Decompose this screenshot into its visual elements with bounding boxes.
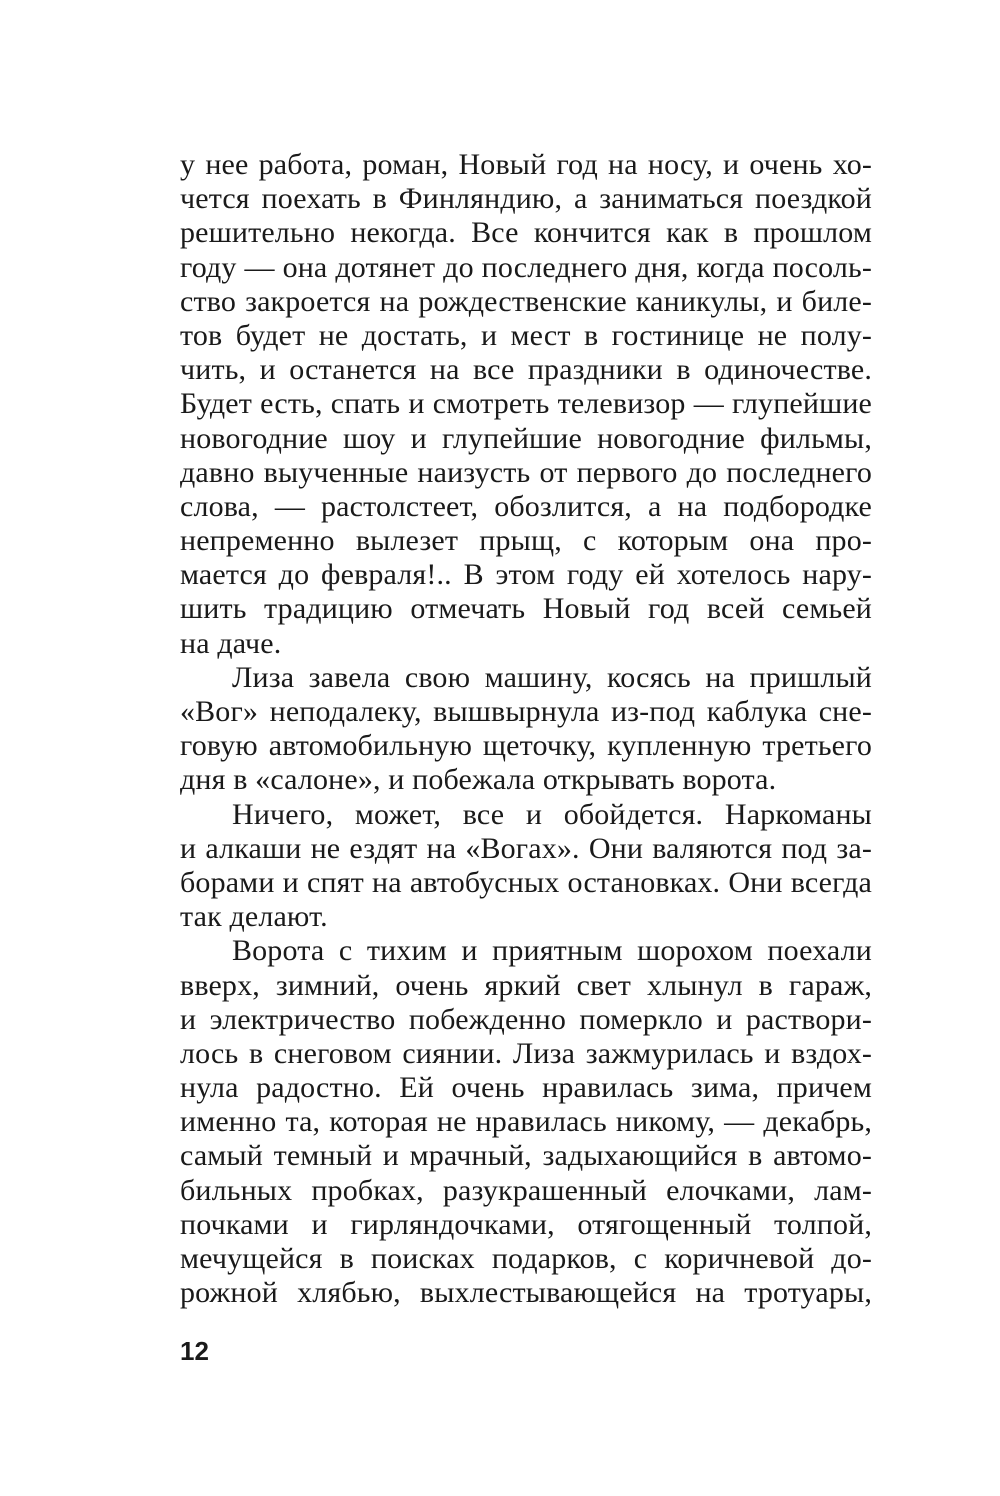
text-line: нула радостно. Ей очень нравилась зима, причем — [180, 1071, 872, 1105]
text-line: на даче. — [180, 626, 282, 660]
text-line: вверх, зимний, очень яркий свет хлынул в гараж, — [180, 968, 872, 1002]
body-text — [180, 148, 872, 1310]
text-line: говую автомобильную щеточку, купленную третьего — [180, 729, 872, 763]
text-line: мечущейся в поисках подарков, с коричневой до- — [180, 1242, 872, 1275]
text-line: ство закроется на рождественские каникулы, и биле- — [180, 284, 872, 318]
paragraph — [180, 661, 872, 798]
text-line: тов будет не достать, и мест в гостинице не полу- — [180, 318, 872, 352]
text-line: слова, — растолстеет, обозлится, а на подбородке — [180, 489, 872, 523]
text-line: именно та, которая не нравилась никому, — декабрь, — [180, 1105, 872, 1139]
text-line: мается до февраля!.. В этом году ей хотелось нару- — [180, 558, 872, 592]
text-line: чить, и останется на все праздники в одиночестве. — [180, 353, 872, 387]
text-line: Ворота с тихим и приятным шорохом поехали — [232, 934, 872, 968]
paragraph — [180, 798, 872, 935]
text-line: Будет есть, спать и смотреть телевизор — глупейшие — [180, 387, 872, 421]
text-line: самый темный и мрачный, задыхающийся в автомо- — [180, 1139, 872, 1173]
text-line: Лиза завела свою машину, косясь на пришлый — [232, 660, 872, 694]
text-line: лось в снеговом сиянии. Лиза зажмурилась и вздох- — [180, 1036, 872, 1070]
page-number: 12 — [180, 1336, 209, 1366]
text-line: у нее работа, роман, Новый год на носу, и очень хо- — [180, 148, 872, 181]
text-line: давно выученные наизусть от первого до последнего — [180, 455, 872, 489]
paragraph — [180, 934, 872, 1310]
text-line: и электричество побежденно померкло и раствори- — [180, 1002, 872, 1036]
text-line: бильных пробках, разукрашенный елочками, лам- — [180, 1173, 872, 1207]
text-line: и алкаши не ездят на «Вогах». Они валяются под за- — [180, 831, 872, 865]
text-line: дня в «салоне», и побежала открывать ворота. — [180, 763, 777, 797]
text-line: Ничего, может, все и обойдется. Наркоманы — [232, 797, 872, 831]
text-line: шить традицию отмечать Новый год всей семьей — [180, 592, 872, 626]
text-line: новогодние шоу и глупейшие новогодние фильмы, — [180, 421, 872, 455]
text-line: рожной хлябью, выхлестывающейся на тротуары, — [180, 1276, 872, 1310]
text-line: непременно вылезет прыщ, с которым она про- — [180, 524, 872, 558]
text-line: почками и гирляндочками, отягощенный толпой, — [180, 1207, 872, 1241]
text-line: так делают. — [180, 900, 328, 934]
text-line: решительно некогда. Все кончится как в прошлом — [180, 216, 872, 250]
text-line: году — она дотянет до последнего дня, когда посоль- — [180, 250, 872, 284]
text-line: чется поехать в Финляндию, а заниматься поездкой — [180, 182, 872, 216]
text-line: борами и спят на автобусных остановках. Они всегда — [180, 865, 872, 899]
text-line: «Вог» неподалеку, вышвырнула из-под каблука сне- — [180, 695, 872, 728]
paragraph — [180, 148, 872, 661]
